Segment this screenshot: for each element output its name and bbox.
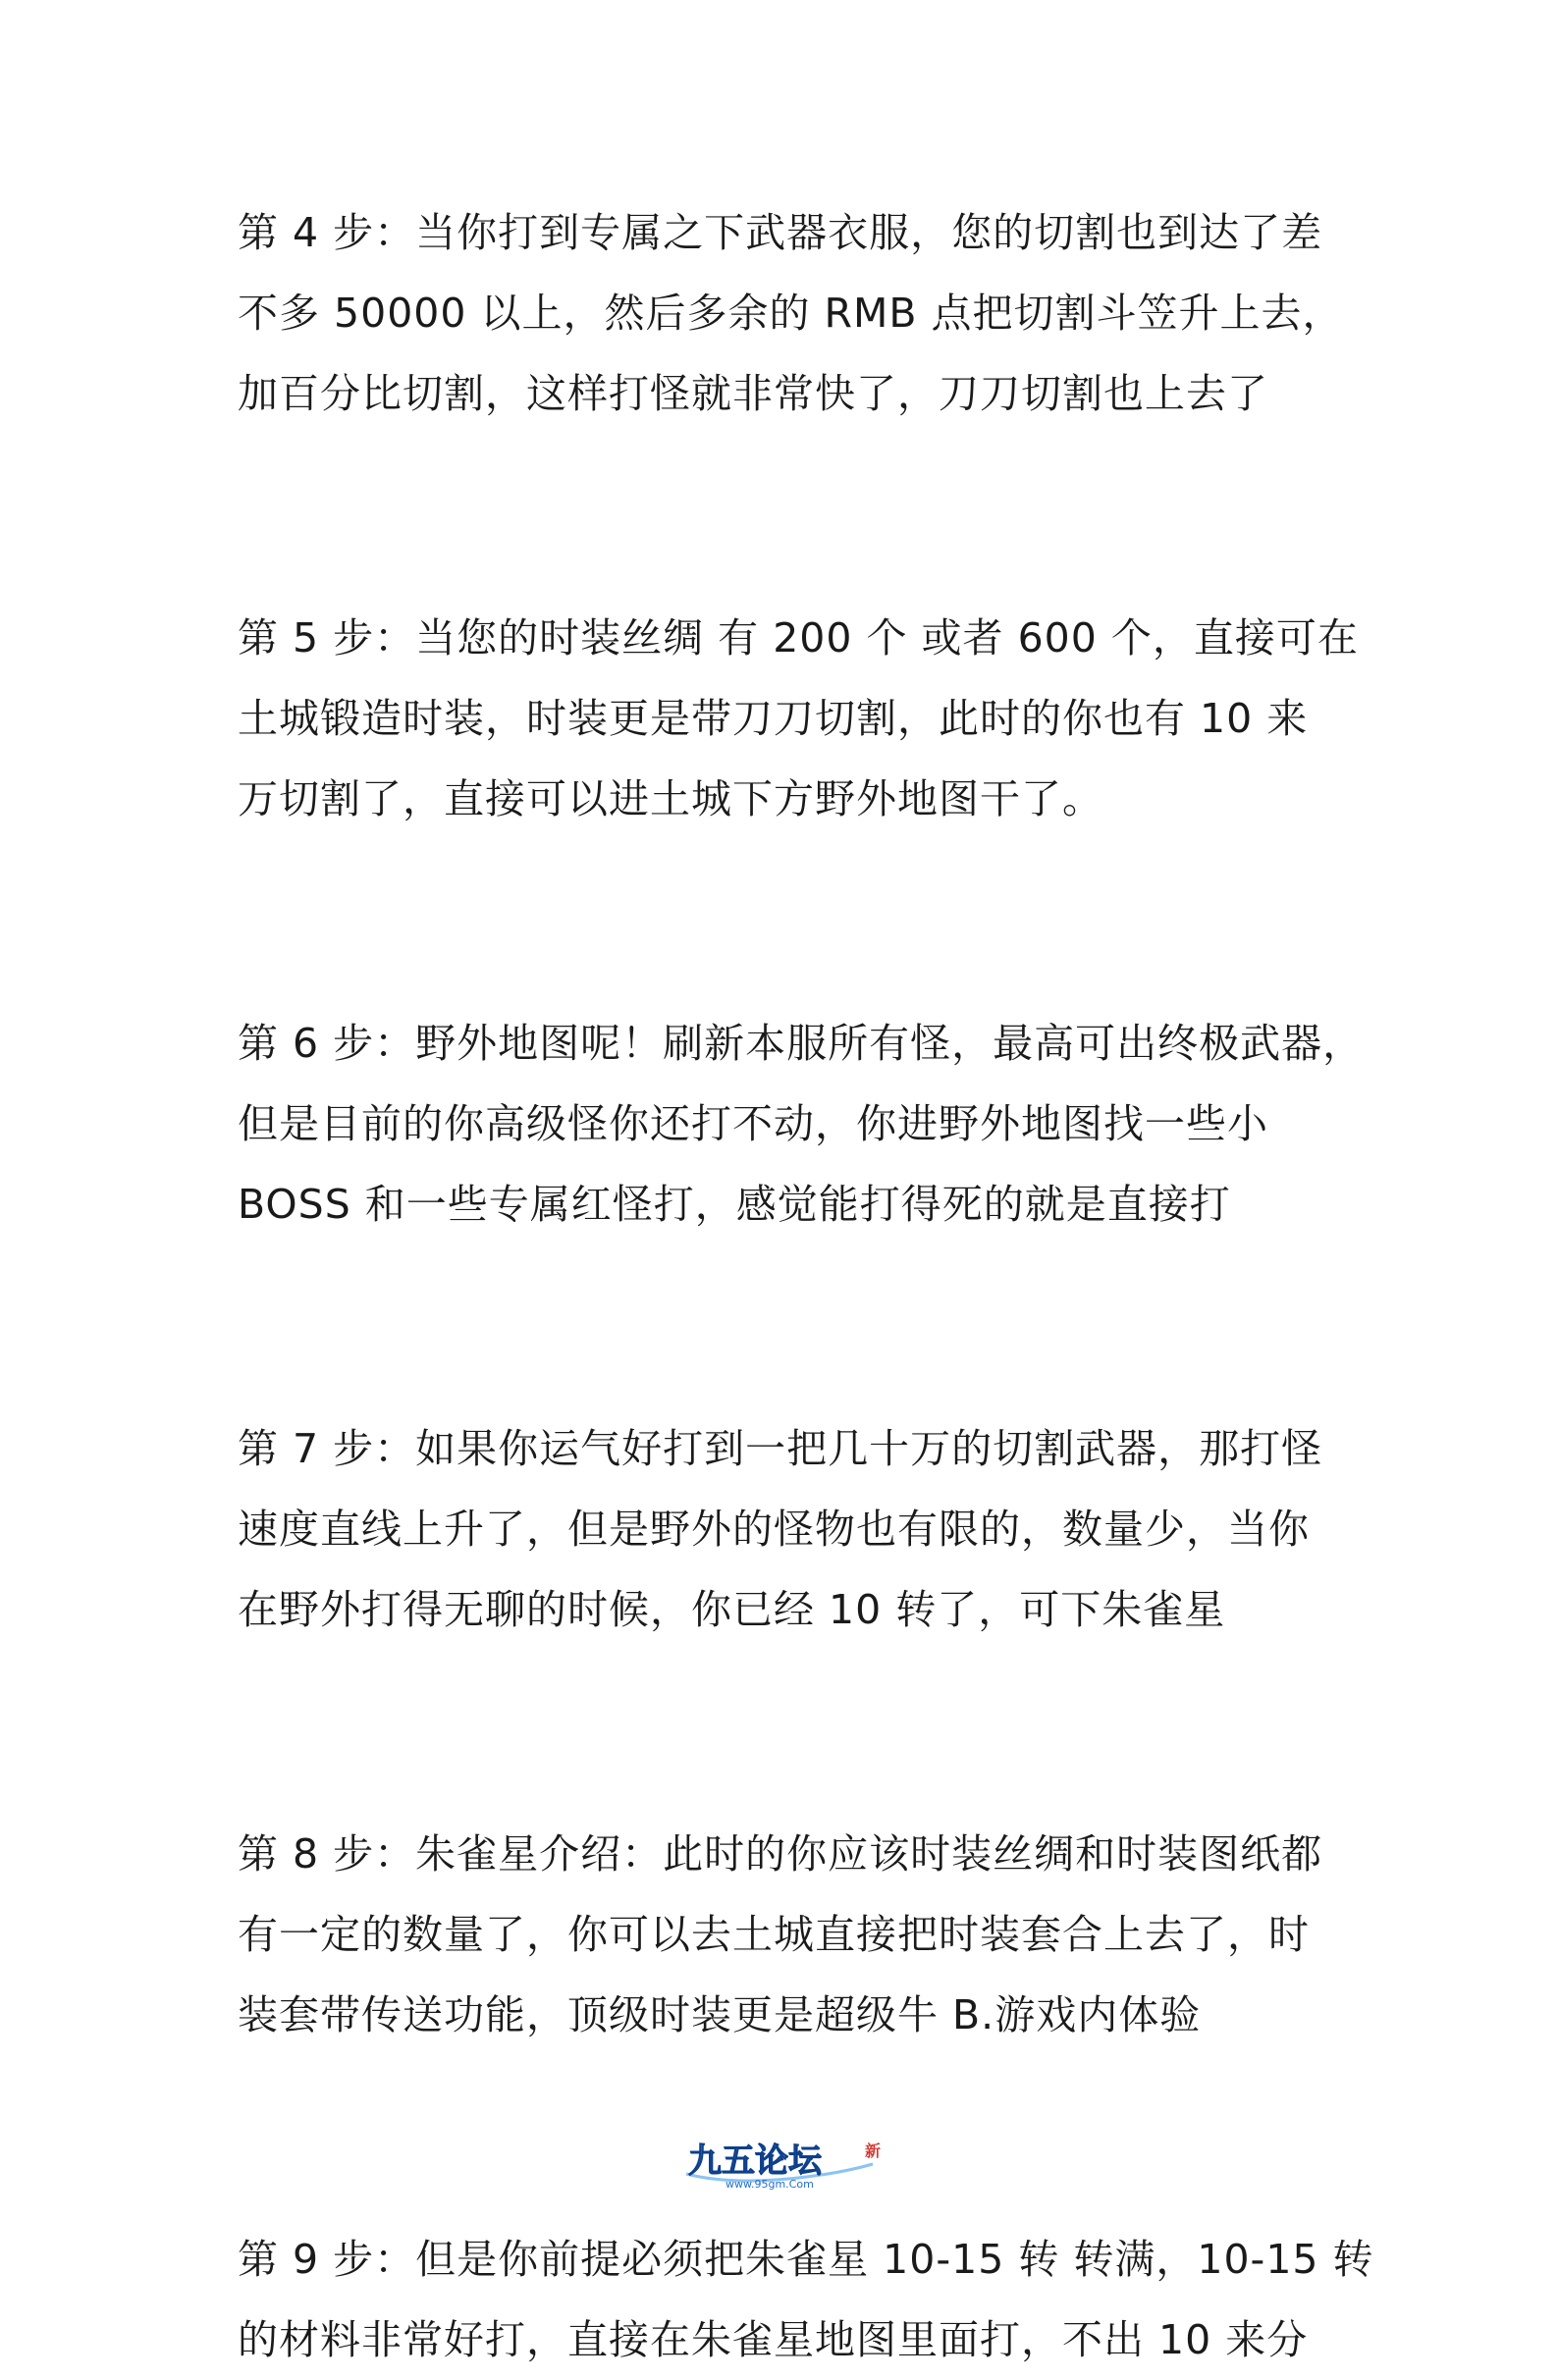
text-line: 速度直线上升了，但是野外的怪物也有限的，数量少，当你 (238, 1506, 1310, 1553)
paragraph-step-7 (238, 1408, 1337, 1650)
text-line: 装套带传送功能，顶级时装更是超级牛 B.游戏内体验 (238, 1991, 1202, 2038)
text-line: 加百分比切割，这样打怪就非常快了，刀刀切割也上去了 (238, 370, 1268, 417)
forum-logo-graphic (680, 2135, 896, 2194)
logo-badge: 新 (865, 2142, 882, 2160)
forum-logo (680, 2135, 896, 2194)
text-line: 但是目前的你高级怪你还打不动，你进野外地图找一些小 (238, 1100, 1268, 1147)
text-line: 第 5 步：当您的时装丝绸 有 200 个 或者 600 个，直接可在 (238, 614, 1359, 661)
text-line: 第 9 步：但是你前提必须把朱雀星 10-15 转 转满，10-15 转 (238, 2236, 1374, 2283)
paragraph-step-4 (238, 192, 1344, 434)
text-line: 第 7 步：如果你运气好打到一把几十万的切割武器，那打怪 (238, 1425, 1323, 1472)
text-line: 土城锻造时装，时装更是带刀刀切割，此时的你也有 10 来 (238, 695, 1309, 742)
paragraph-step-5 (238, 598, 1359, 839)
paragraph-step-9 (238, 2219, 1374, 2380)
logo-subtext: www.95gm.Com (725, 2178, 814, 2191)
paragraph-step-8 (238, 1814, 1337, 2055)
document-body (238, 192, 1374, 2380)
logo-text: 九五论坛 (688, 2142, 822, 2181)
text-line: 第 4 步：当你打到专属之下武器衣服，您的切割也到达了差 (238, 209, 1323, 256)
text-line: 万切割了，直接可以进土城下方野外地图干了。 (238, 775, 1103, 822)
text-line: 第 6 步：野外地图呢！刷新本服所有怪，最高可出终极武器， (238, 1020, 1365, 1067)
text-line: 有一定的数量了，你可以去土城直接把时装套合上去了，时 (238, 1911, 1310, 1958)
text-line: BOSS 和一些专属红怪打，感觉能打得死的就是直接打 (238, 1181, 1231, 1228)
text-line: 在野外打得无聊的时候，你已经 10 转了，可下朱雀星 (238, 1586, 1226, 1633)
text-line: 不多 50000 以上，然后多余的 RMB 点把切割斗笠升上去， (238, 290, 1344, 337)
text-line: 的材料非常好打，直接在朱雀星地图里面打，不出 10 来分 (238, 2316, 1309, 2363)
paragraph-step-6 (238, 1003, 1365, 1244)
text-line: 第 8 步：朱雀星介绍：此时的你应该时装丝绸和时装图纸都 (238, 1830, 1323, 1878)
